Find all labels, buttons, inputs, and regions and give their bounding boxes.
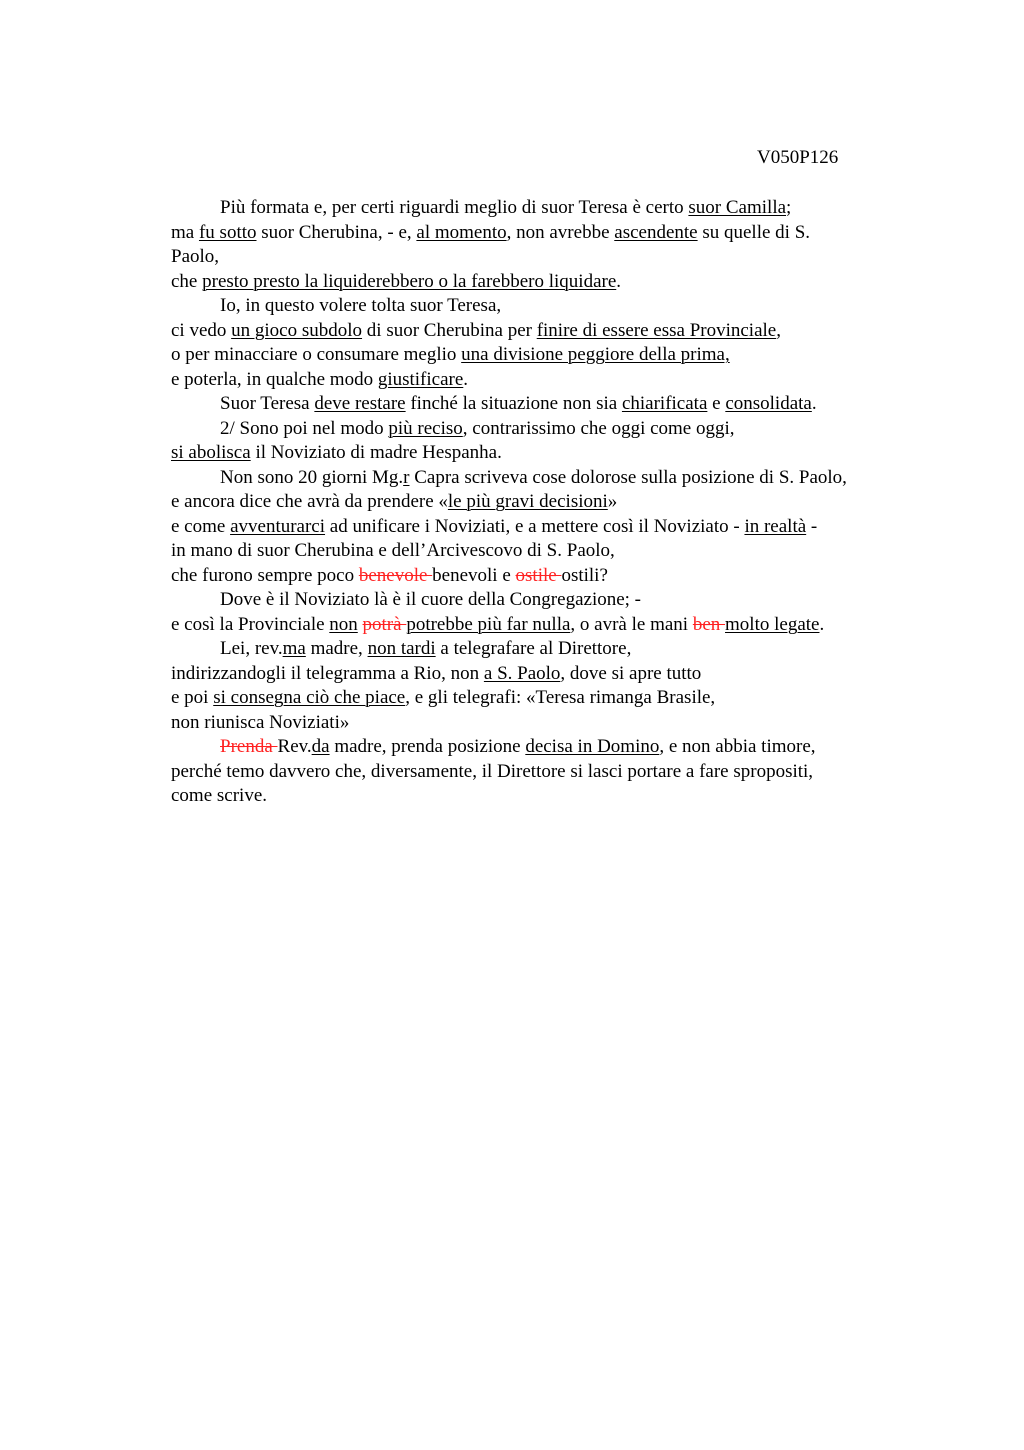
- text-line: [171, 711, 911, 736]
- underlined-text: da: [311, 736, 330, 757]
- underlined-text: suor Camilla: [688, 197, 787, 218]
- text-segment: benevoli e: [432, 564, 516, 586]
- text-line: [171, 662, 911, 687]
- text-segment: e così la Provinciale: [171, 613, 330, 635]
- deleted-text: potrà: [362, 613, 407, 635]
- text-segment: Io, in questo volere tolta suor Teresa,: [220, 295, 502, 316]
- text-segment: come scrive.: [171, 785, 268, 806]
- deleted-text: Prenda: [220, 736, 278, 757]
- text-line: [171, 686, 911, 711]
- text-segment: ma: [171, 221, 199, 243]
- text-segment: Dove è il Noviziato là è il cuore della Congregazione; -: [220, 589, 642, 610]
- underlined-text: deve restare: [314, 393, 406, 414]
- underlined-text: consolidata: [725, 393, 812, 414]
- text-line: [171, 637, 911, 662]
- text-segment: su quelle di S.: [697, 221, 811, 243]
- document-id: V050P126: [757, 147, 839, 168]
- text-segment: , e gli telegrafi: «Teresa rimanga Brasile,: [405, 687, 716, 708]
- text-segment: o per minacciare o consumare meglio: [171, 344, 462, 365]
- text-line: [171, 392, 911, 417]
- text-segment: Capra scriveva cose dolorose sulla posizione di S. Paolo,: [409, 466, 847, 488]
- text-segment: e ancora dice che avrà da prendere «: [171, 491, 448, 512]
- underlined-text: non: [329, 613, 358, 635]
- underlined-text: finire di essere essa Provinciale: [536, 319, 777, 341]
- underlined-text: chiarificata: [621, 393, 708, 414]
- underlined-text: avventurarci: [230, 515, 326, 537]
- text-line: [171, 441, 911, 466]
- text-segment: Non sono 20 giorni Mg.: [220, 466, 404, 488]
- deleted-text: benevole: [358, 564, 433, 586]
- text-line: [171, 490, 911, 515]
- text-segment: ,: [776, 319, 781, 341]
- text-line: [171, 784, 911, 809]
- text-segment: Rev.: [277, 736, 312, 757]
- text-segment: indirizzandogli il telegramma a Rio, non: [171, 662, 484, 684]
- text-segment: ;: [786, 197, 792, 218]
- text-segment: e come: [171, 515, 231, 537]
- text-segment: , dove si apre tutto: [560, 662, 702, 684]
- underlined-text: le più gravi decisioni: [447, 491, 608, 512]
- underlined-text: molto legate: [725, 613, 820, 635]
- underlined-text: r: [403, 466, 410, 488]
- text-line: [171, 245, 911, 270]
- text-line: [171, 588, 911, 613]
- text-line: [171, 343, 911, 368]
- text-segment: ostili?: [561, 564, 608, 586]
- text-segment: perché temo davvero che, diversamente, il Direttore si lasci portare a fare spropositi,: [171, 760, 814, 782]
- text-segment: , contrarissimo che oggi come oggi,: [462, 417, 735, 439]
- underlined-text: fu sotto: [198, 221, 257, 243]
- text-line: [171, 466, 911, 491]
- text-segment: e poterla, in qualche modo: [171, 368, 378, 390]
- text-line: [171, 196, 911, 221]
- underlined-text: ma: [282, 638, 306, 659]
- text-line: [171, 319, 911, 344]
- text-line: [171, 270, 911, 295]
- text-segment: , e non abbia timore,: [659, 736, 816, 757]
- underlined-text: al momento: [416, 221, 507, 243]
- text-segment: che: [171, 270, 203, 292]
- text-segment: a telegrafare al Direttore,: [435, 638, 632, 659]
- text-segment: e: [707, 393, 726, 414]
- text-segment: non riunisca Noviziati»: [171, 711, 350, 733]
- text-line: [171, 515, 911, 540]
- text-segment: suor Cherubina, - e,: [256, 221, 417, 243]
- underlined-text: si consegna ciò che piace: [213, 687, 406, 708]
- letter-body: [171, 196, 911, 809]
- text-segment: di suor Cherubina per: [362, 319, 537, 341]
- text-line: [171, 294, 911, 319]
- text-segment: Suor Teresa: [220, 393, 315, 414]
- underlined-text: si abolisca: [171, 442, 251, 463]
- underlined-text: un gioco subdolo: [231, 319, 363, 341]
- text-segment: il Noviziato di madre Hespanha.: [250, 442, 502, 463]
- underlined-text: presto presto la liquiderebbero o la farebbero liquidare: [202, 270, 617, 292]
- text-line: [171, 539, 911, 564]
- underlined-text: a S. Paolo: [483, 662, 561, 684]
- underlined-text: potrebbe più far nulla: [406, 613, 571, 635]
- text-line: [171, 735, 911, 760]
- text-segment: madre,: [305, 638, 368, 659]
- text-line: [171, 564, 911, 589]
- text-line: [171, 368, 911, 393]
- deleted-text: ostile: [515, 564, 562, 586]
- text-segment: .: [819, 613, 825, 635]
- text-segment: che furono sempre poco: [171, 564, 359, 586]
- text-line: [171, 221, 911, 246]
- underlined-text: giustificare: [377, 368, 464, 390]
- underlined-text: più reciso: [388, 417, 463, 439]
- text-segment: ci vedo: [171, 319, 232, 341]
- text-segment: , non avrebbe: [506, 221, 615, 243]
- text-segment: , o avrà le mani: [570, 613, 693, 635]
- text-segment: Lei, rev.: [220, 638, 283, 659]
- text-segment: .: [616, 270, 622, 292]
- text-segment: -: [806, 515, 818, 537]
- text-line: [171, 613, 911, 638]
- underlined-text: una divisione peggiore della prima,: [461, 344, 730, 365]
- underlined-text: in realtà: [744, 515, 807, 537]
- text-segment: in mano di suor Cherubina e dell’Arcivescovo di S. Paolo,: [171, 540, 615, 561]
- text-segment: .: [811, 393, 817, 414]
- text-segment: »: [607, 491, 618, 512]
- underlined-text: non tardi: [367, 638, 436, 659]
- text-segment: e poi: [171, 687, 214, 708]
- text-segment: Più formata e, per certi riguardi meglio di suor Teresa è certo: [220, 197, 689, 218]
- text-segment: ad unificare i Noviziati, e a mettere così il Noviziato -: [325, 515, 745, 537]
- underlined-text: decisa in Domino: [525, 736, 660, 757]
- text-segment: .: [463, 368, 469, 390]
- text-segment: madre, prenda posizione: [329, 736, 526, 757]
- text-segment: 2/ Sono poi nel modo: [220, 417, 389, 439]
- text-segment: Paolo,: [171, 246, 220, 267]
- deleted-text: ben: [692, 613, 726, 635]
- text-segment: finché la situazione non sia: [405, 393, 622, 414]
- text-line: [171, 417, 911, 442]
- text-line: [171, 760, 911, 785]
- underlined-text: ascendente: [614, 221, 698, 243]
